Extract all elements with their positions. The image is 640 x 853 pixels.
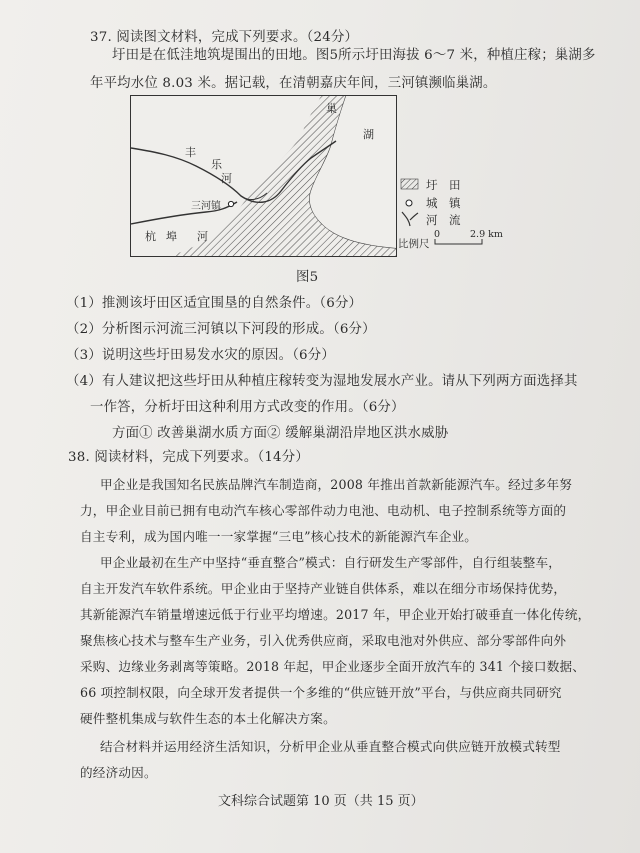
map-river1-label-1: 丰: [185, 146, 196, 159]
q38-line-7: 聚焦核心技术与整车生产业务，引入优秀供应商，采取电池对外供应、部分零部件向外: [80, 633, 567, 648]
map-river2-label-3: 河: [197, 230, 208, 243]
legend-polder: 圩 田: [426, 178, 461, 192]
q38-line-8: 采购、边缘业务剥离等策略。2018 年起，甲企业逐步全面开放汽车的 341 个接口数据、: [80, 659, 586, 674]
map-river1-label-2: 乐: [211, 158, 222, 171]
q37-material-line-2: 年平均水位 8.03 米。据记载，在清朝嘉庆年间，三河镇濒临巢湖。: [90, 76, 497, 91]
hangbu-river: [131, 202, 237, 224]
q38-title: 38. 阅读材料，完成下列要求。（14分）: [68, 450, 309, 465]
q38-line-3: 自主专利，成为国内唯一一家掌握“三电”核心技术的新能源汽车企业。: [80, 529, 478, 544]
page-footer: 文科综合试题第 10 页（共 15 页）: [218, 794, 424, 809]
sanhe-town-marker: [228, 201, 233, 206]
scale-value: 2.9 km: [470, 229, 503, 240]
q37-option-1: 方面① 改善巢湖水质: [112, 426, 239, 441]
q37-sub-4-line-2: 一作答，分析圩田这种利用方式改变的作用。（6分）: [90, 400, 405, 415]
map-river2-label-2: 埠: [166, 230, 177, 243]
q38-line-12: 的经济动因。: [80, 765, 157, 780]
legend-town: 城 镇: [426, 196, 461, 210]
q38-line-6: 其新能源汽车销量增速远低于行业平均增速。2017 年，甲企业开始打破垂直一体化传统，: [80, 607, 591, 622]
q38-line-2: 力，甲企业目前已拥有电动汽车核心零部件动力电池、电动机、电子控制系统等方面的: [80, 503, 567, 518]
q38-line-9: 66 项控制权限，向全球开发者提供一个多维的“供应链开放”平台，与供应商共同研究: [80, 685, 562, 700]
map-river1-label-3: 河: [221, 172, 232, 185]
map-town-label: 三河镇: [191, 201, 221, 212]
legend-river: 河 流: [426, 213, 461, 227]
q37-sub-1: （1）推测该圩田区适宜围垦的自然条件。（6分）: [66, 296, 363, 311]
map-river2-label-1: 杭: [145, 230, 156, 243]
river-legend-icon: [400, 210, 420, 228]
q37-sub-2: （2）分析图示河流三河镇以下河段的形成。（6分）: [66, 322, 376, 337]
q37-material-line-1: 圩田是在低洼地筑堤围出的田地。图5所示圩田海拔 6～7 米，种植庄稼；巢湖多: [112, 48, 596, 63]
figure-caption: 图5: [296, 270, 319, 285]
q38-line-1: 甲企业是我国知名民族品牌汽车制造商，2008 年推出首款新能源汽车。经过多年努: [100, 477, 573, 492]
q38-line-4: 甲企业最初在生产中坚持“垂直整合”模式：自行研发生产零部件，自行组装整车，: [100, 555, 562, 570]
q37-option-2: 方面② 缓解巢湖沿岸地区洪水威胁: [240, 426, 449, 441]
town-legend-icon: [402, 196, 416, 210]
q37-sub-3: （3）说明这些圩田易发水灾的原因。（6分）: [66, 348, 335, 363]
polder-legend-icon: [400, 178, 420, 192]
map-lake-label-2: 湖: [363, 128, 374, 141]
scale-zero: 0: [434, 229, 441, 240]
q37-sub-4-line-1: （4）有人建议把这些圩田从种植庄稼转变为湿地发展水产业。请从下列两方面选择其: [66, 374, 578, 389]
q38-line-5: 自主开发汽车软件系统。甲企业由于坚持产业链自供体系，难以在细分市场保持优势，: [80, 581, 567, 596]
q37-title: 37. 阅读图文材料，完成下列要求。（24分）: [90, 30, 359, 45]
q38-line-10: 硬件整机集成与软件生态的本土化解决方案。: [80, 711, 336, 726]
figure-5-map: [130, 95, 397, 257]
scale-bar: [434, 238, 484, 246]
scale-label: 比例尺: [398, 238, 430, 250]
map-lake-label-1: 巢: [326, 102, 337, 115]
q38-line-11: 结合材料并运用经济生活知识，分析甲企业从垂直整合模式向供应链开放模式转型: [100, 739, 561, 754]
